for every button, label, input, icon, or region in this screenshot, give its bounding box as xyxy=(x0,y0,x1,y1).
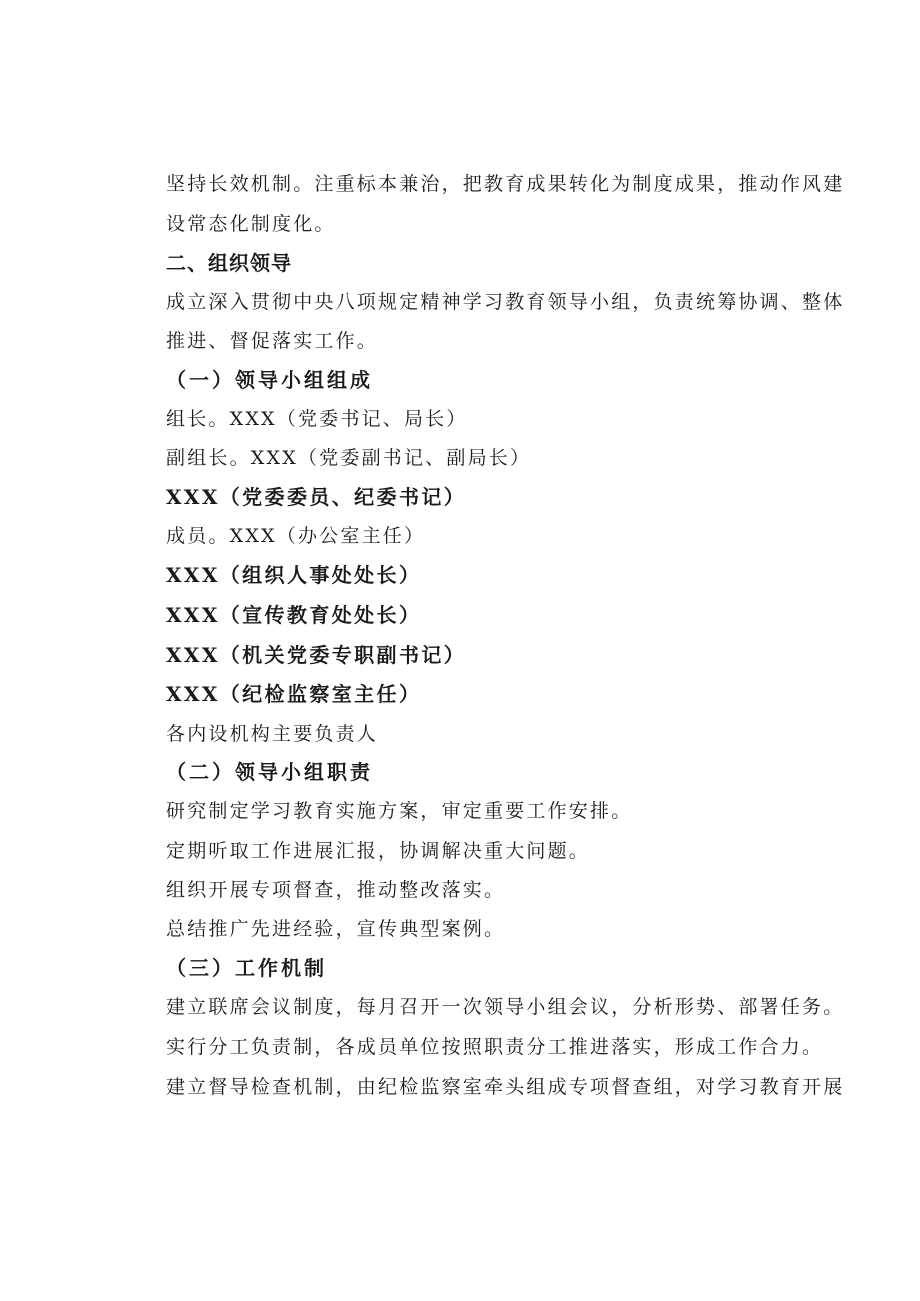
list-line: 成员。XXX（办公室主任） xyxy=(166,525,426,547)
paragraph-line: 推进、督促落实工作。 xyxy=(166,330,379,352)
list-line: 实行分工负责制，各成员单位按照职责分工推进落实，形成工作合力。 xyxy=(166,1036,824,1058)
list-line: 研究制定学习教育实施方案，审定重要工作安排。 xyxy=(166,800,633,822)
paragraph-line: 坚持长效机制。注重标本兼治，把教育成果转化为制度成果，推动作风建 xyxy=(166,173,845,195)
list-line: XXX（机关党委专职副书记） xyxy=(166,643,467,667)
subsection-heading: （三）工作机制 xyxy=(166,956,327,980)
subsection-heading: （一）领导小组组成 xyxy=(166,368,373,392)
subsection-heading: （二）领导小组职责 xyxy=(166,760,373,784)
list-line: XXX（宣传教育处处长） xyxy=(166,603,422,627)
list-line: XXX（组织人事处处长） xyxy=(166,563,422,587)
list-line: 建立督导检查机制，由纪检监察室牵头组成专项督查组，对学习教育开展 xyxy=(166,1076,845,1098)
list-line: 各内设机构主要负责人 xyxy=(166,723,379,745)
list-line: 定期听取工作进展汇报，协调解决重大问题。 xyxy=(166,840,591,862)
paragraph-line: 成立深入贯彻中央八项规定精神学习教育领导小组，负责统筹协调、整体 xyxy=(166,291,845,313)
paragraph-line: 设常态化制度化。 xyxy=(166,213,336,235)
list-line: 组织开展专项督查，推动整改落实。 xyxy=(166,879,506,901)
list-line: 副组长。XXX（党委副书记、副局长） xyxy=(166,447,532,469)
list-line: 总结推广先进经验，宣传典型案例。 xyxy=(166,918,506,940)
list-line: XXX（党委委员、纪委书记） xyxy=(166,485,467,509)
list-line: 建立联席会议制度，每月召开一次领导小组会议，分析形势、部署任务。 xyxy=(166,996,845,1018)
list-line: XXX（纪检监察室主任） xyxy=(166,682,422,706)
section-heading: 二、组织领导 xyxy=(166,251,292,275)
list-line: 组长。XXX（党委书记、局长） xyxy=(166,408,468,430)
